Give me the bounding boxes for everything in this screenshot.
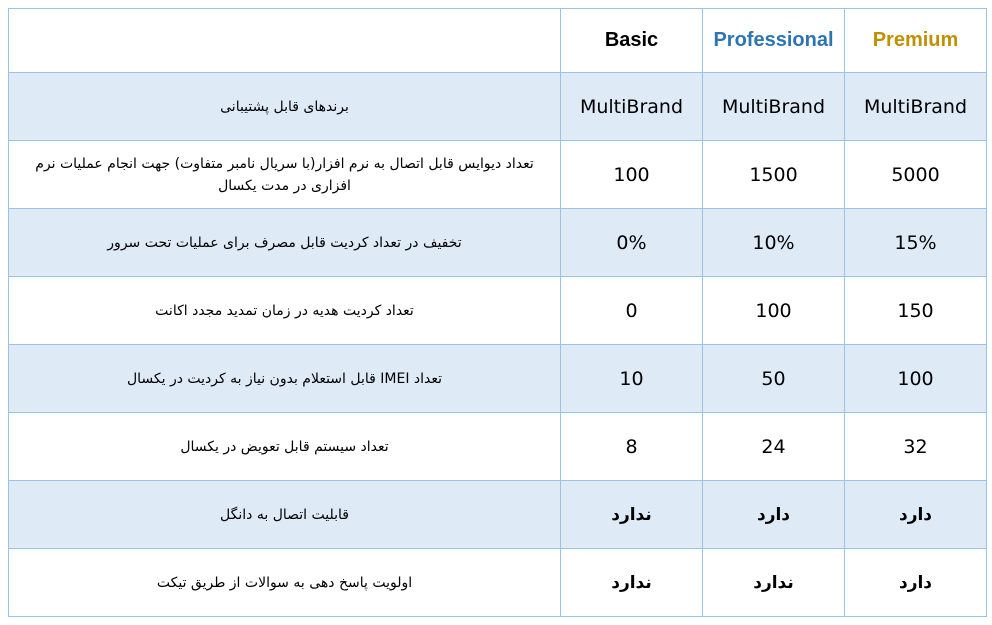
value-basic: 0% bbox=[561, 209, 703, 277]
value-premium: دارد bbox=[845, 481, 987, 549]
value-basic: ندارد bbox=[561, 549, 703, 617]
value-basic: 8 bbox=[561, 413, 703, 481]
value-basic: MultiBrand bbox=[561, 73, 703, 141]
value-professional: MultiBrand bbox=[703, 73, 845, 141]
value-professional: 24 bbox=[703, 413, 845, 481]
value-premium: دارد bbox=[845, 549, 987, 617]
value-professional: 1500 bbox=[703, 141, 845, 209]
value-professional: 10% bbox=[703, 209, 845, 277]
feature-credit-discount: تخفیف در تعداد کردیت قابل مصرف برای عملیات تحت سرور bbox=[9, 209, 561, 277]
value-professional: ندارد bbox=[703, 549, 845, 617]
plan-comparison-table bbox=[8, 8, 987, 617]
value-basic: ندارد bbox=[561, 481, 703, 549]
value-basic: 10 bbox=[561, 345, 703, 413]
value-basic: 0 bbox=[561, 277, 703, 345]
table-header-row bbox=[9, 9, 987, 73]
table-row bbox=[9, 413, 987, 481]
table-row bbox=[9, 277, 987, 345]
table-row bbox=[9, 549, 987, 617]
table-row bbox=[9, 141, 987, 209]
value-professional: 50 bbox=[703, 345, 845, 413]
feature-gift-credit: تعداد کردیت هدیه در زمان تمدید مجدد اکانت bbox=[9, 277, 561, 345]
table-row bbox=[9, 209, 987, 277]
feature-supported-brands: برندهای قابل پشتیبانی bbox=[9, 73, 561, 141]
value-premium: 32 bbox=[845, 413, 987, 481]
value-premium: 5000 bbox=[845, 141, 987, 209]
value-basic: 100 bbox=[561, 141, 703, 209]
feature-imei-lookup: تعداد IMEI قابل استعلام بدون نیاز به کردیت در یکسال bbox=[9, 345, 561, 413]
value-premium: 100 bbox=[845, 345, 987, 413]
comparison-container bbox=[8, 8, 987, 617]
plan-header-basic: Basic bbox=[561, 9, 703, 73]
value-premium: 150 bbox=[845, 277, 987, 345]
table-row bbox=[9, 481, 987, 549]
feature-device-count: تعداد دیوایس قابل اتصال به نرم افزار(با سریال نامبر متفاوت) جهت انجام عملیات نرم افزاری در مدت یکسال bbox=[9, 141, 561, 209]
feature-ticket-priority: اولویت پاسخ دهی به سوالات از طریق تیکت bbox=[9, 549, 561, 617]
plan-header-premium: Premium bbox=[845, 9, 987, 73]
value-professional: 100 bbox=[703, 277, 845, 345]
table-row bbox=[9, 345, 987, 413]
feature-system-swap: تعداد سیستم قابل تعویض در یکسال bbox=[9, 413, 561, 481]
value-premium: MultiBrand bbox=[845, 73, 987, 141]
value-premium: 15% bbox=[845, 209, 987, 277]
table-row bbox=[9, 73, 987, 141]
feature-dongle-connection: قابلیت اتصال به دانگل bbox=[9, 481, 561, 549]
header-empty-cell bbox=[9, 9, 561, 73]
value-professional: دارد bbox=[703, 481, 845, 549]
plan-header-professional: Professional bbox=[703, 9, 845, 73]
